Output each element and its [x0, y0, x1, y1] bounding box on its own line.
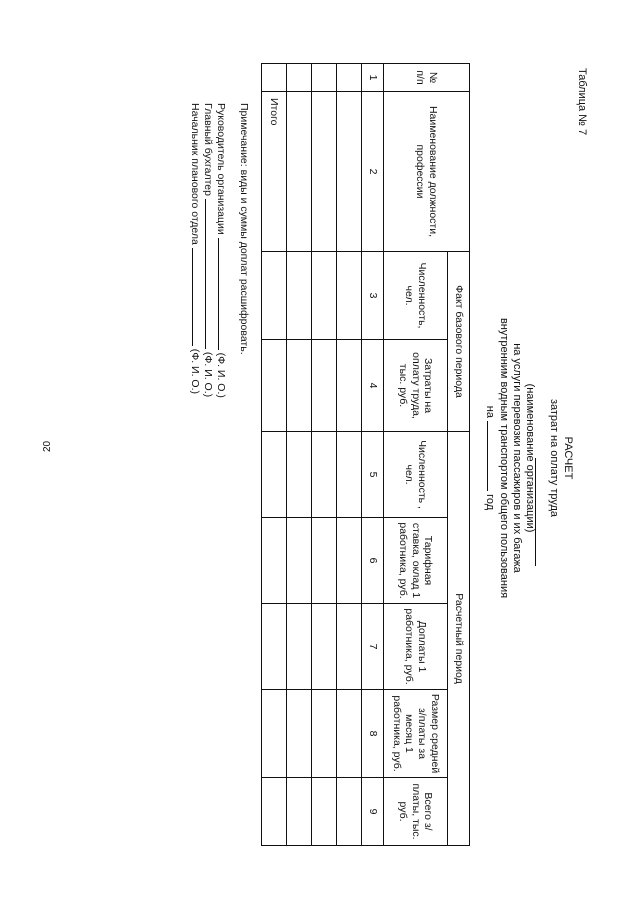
header-tariff: Тарифная ставка, оклад 1 работника, руб.: [384, 518, 448, 604]
total-label: Итого: [262, 92, 287, 252]
col-number: 3: [362, 252, 384, 340]
header-total-salary: Всего з/платы, тыс. руб.: [384, 778, 448, 846]
header-num: № п/п: [384, 64, 470, 92]
year-line: [484, 8, 497, 908]
column-number-row: [362, 64, 384, 846]
wage-costs-table: [261, 63, 470, 846]
signature-line: [218, 238, 228, 350]
signature-accountant-label: Главный бухгалтер: [202, 103, 214, 196]
total-row: [262, 64, 287, 846]
signature-line: [192, 248, 202, 346]
header-surcharges: Доплаты 1 работника, руб.: [384, 604, 448, 690]
col-number: 6: [362, 518, 384, 604]
header-base-period: Факт базового периода: [448, 252, 470, 432]
col-number: 4: [362, 340, 384, 432]
header-position: Наименование должности, профессии: [384, 92, 470, 252]
table-row: [312, 64, 337, 846]
header-calc-period: Расчетный период: [448, 432, 470, 846]
landscape-page: [189, 8, 590, 898]
service-line-2: внутренним водным транспортом общего пользования: [498, 317, 510, 599]
service-line-1: на услуги перевозки пассажиров и их багажа: [511, 343, 523, 573]
doc-subtitle: затрат на оплату труда: [548, 398, 560, 518]
year-suffix: год: [484, 494, 496, 511]
fio-label: (Ф. И. О.): [202, 351, 214, 398]
table-row: [287, 64, 312, 846]
fio-label: (Ф. И. О.): [189, 348, 201, 394]
signature-head-label: Руководитель организации: [215, 103, 227, 235]
signature-planning-label: Начальник планового отдела: [189, 103, 201, 245]
page-number: 20: [42, 440, 53, 452]
header-calc-headcount: Численность , чел.: [384, 432, 448, 518]
col-number: 5: [362, 432, 384, 518]
table-number: Таблица № 7: [576, 68, 588, 136]
header-base-headcount: Численность, чел.: [384, 252, 448, 340]
signature-accountant: [202, 103, 215, 397]
signature-line: [205, 199, 215, 349]
col-number: 8: [362, 690, 384, 778]
signature-head: [215, 103, 228, 398]
org-caption: (наименование организации): [524, 383, 536, 533]
col-number: 2: [362, 92, 384, 252]
col-number: 7: [362, 604, 384, 690]
header-avg-salary: Размер средней з/платы за месяц 1 работника, руб.: [384, 690, 448, 778]
year-blank: [487, 421, 497, 491]
header-row-1: [448, 64, 470, 846]
note: Примечание: виды и суммы доплат расшифровать.: [238, 103, 250, 355]
doc-title: РАСЧЕТ: [562, 436, 574, 480]
col-number: 1: [362, 64, 384, 92]
table-row: [337, 64, 362, 846]
header-base-costs: Затраты на оплату труда, тыс. руб.: [384, 340, 448, 432]
year-prefix: на: [484, 405, 496, 418]
signature-planning: [189, 103, 202, 394]
col-number: 9: [362, 778, 384, 846]
fio-label: (Ф. И. О.): [215, 352, 227, 398]
